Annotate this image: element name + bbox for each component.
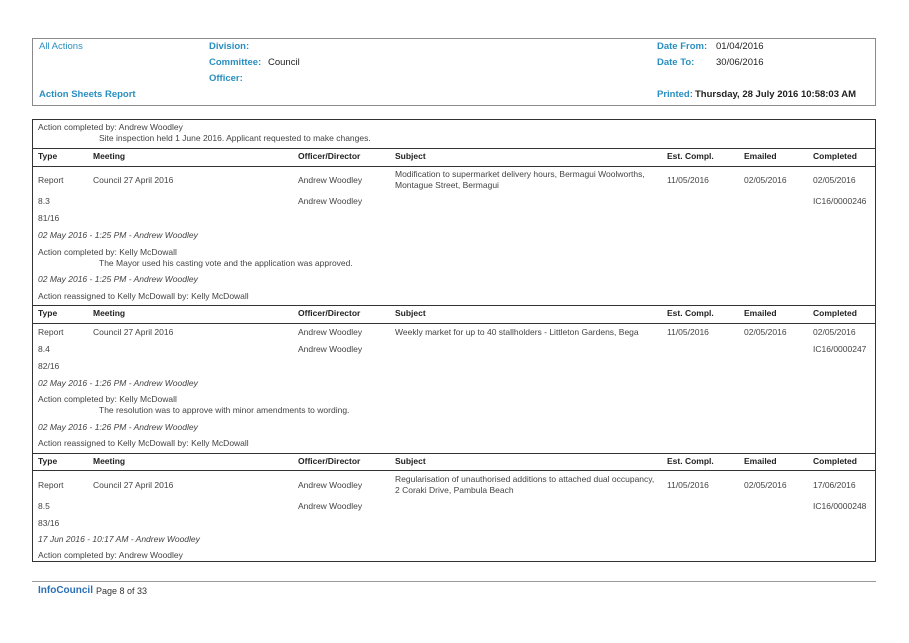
row-completed: 17/06/2016 [813,480,856,490]
col-officer: Officer/Director [298,456,361,466]
col-subject: Subject [395,151,426,161]
row-type: Report [38,480,64,490]
action-note: The Mayor used his casting vote and the application was approved. [99,258,353,268]
actions-table [32,119,876,562]
action-note: The resolution was to approve with minor amendments to wording. [99,405,350,415]
row-est: 11/05/2016 [667,175,709,185]
divider [33,323,875,324]
completed-by: Action completed by: Kelly McDowall [38,247,177,257]
col-subject: Subject [395,308,426,318]
printed-label: Printed: [657,89,693,100]
col-type: Type [38,308,58,318]
all-actions-label: All Actions [39,41,83,52]
row-emailed: 02/05/2016 [744,480,787,490]
date-to-value: 30/06/2016 [716,57,764,68]
row-est: 11/05/2016 [667,327,709,337]
col-subject: Subject [395,456,426,466]
row-subject: Modification to supermarket delivery hours, Bermagui Woolworths, Montague Street, Bermagui [395,169,645,190]
col-completed: Completed [813,151,857,161]
intro-completed-by: Action completed by: Andrew Woodley [38,122,183,132]
row-meeting: Council 27 April 2016 [93,480,174,490]
committee-label: Committee: [209,57,262,68]
officer-label: Officer: [209,73,243,84]
date-from-label: Date From: [657,41,708,52]
divider [33,148,875,149]
page-number: Page 8 of 33 [96,586,148,596]
row-officer2: Andrew Woodley [298,196,363,206]
divider [33,305,875,306]
log-entry: 02 May 2016 - 1:25 PM - Andrew Woodley [38,274,198,284]
row-officer2: Andrew Woodley [298,501,363,511]
row-ref: IC16/0000246 [813,196,867,206]
completed-by: Action completed by: Andrew Woodley [38,550,183,560]
col-officer: Officer/Director [298,308,361,318]
divider [33,166,875,167]
resolution-number: 81/16 [38,213,60,223]
row-officer: Andrew Woodley [298,480,363,490]
resolution-number: 82/16 [38,361,60,371]
intro-note: Site inspection held 1 June 2016. Applicant requested to make changes. [99,133,371,143]
row-completed: 02/05/2016 [813,327,856,337]
row-emailed: 02/05/2016 [744,175,787,185]
row-item-no: 8.4 [38,344,50,354]
committee-value: Council [268,57,300,68]
log-entry: 02 May 2016 - 1:26 PM - Andrew Woodley [38,378,198,388]
row-item-no: 8.3 [38,196,50,206]
row-officer: Andrew Woodley [298,175,363,185]
row-ref: IC16/0000247 [813,344,867,354]
col-emailed: Emailed [744,308,777,318]
col-type: Type [38,456,58,466]
col-completed: Completed [813,308,857,318]
col-est: Est. Compl. [667,456,714,466]
report-title: Action Sheets Report [39,89,136,100]
col-completed: Completed [813,456,857,466]
divider [33,453,875,454]
col-est: Est. Compl. [667,151,714,161]
log-entry: 17 Jun 2016 - 10:17 AM - Andrew Woodley [38,534,200,544]
resolution-number: 83/16 [38,518,60,528]
col-type: Type [38,151,58,161]
row-subject: Regularisation of unauthorised additions to attached dual occupancy, 2 Coraki Drive, Pambula Beach [395,474,655,495]
row-completed: 02/05/2016 [813,175,856,185]
reassigned-note: Action reassigned to Kelly McDowall by: Kelly McDowall [38,291,249,301]
col-est: Est. Compl. [667,308,714,318]
col-emailed: Emailed [744,151,777,161]
log-entry: 02 May 2016 - 1:26 PM - Andrew Woodley [38,422,198,432]
col-meeting: Meeting [93,456,126,466]
col-meeting: Meeting [93,308,126,318]
division-label: Division: [209,41,250,52]
row-item-no: 8.5 [38,501,50,511]
row-meeting: Council 27 April 2016 [93,327,174,337]
footer-brand: InfoCouncil [38,585,93,596]
row-est: 11/05/2016 [667,480,709,490]
report-header [32,38,876,106]
row-emailed: 02/05/2016 [744,327,787,337]
date-to-label: Date To: [657,57,695,68]
row-type: Report [38,175,64,185]
col-emailed: Emailed [744,456,777,466]
row-type: Report [38,327,64,337]
log-entry: 02 May 2016 - 1:25 PM - Andrew Woodley [38,230,198,240]
row-officer2: Andrew Woodley [298,344,363,354]
reassigned-note: Action reassigned to Kelly McDowall by: Kelly McDowall [38,438,249,448]
row-subject: Weekly market for up to 40 stallholders - Littleton Gardens, Bega [395,327,639,337]
printed-value: Thursday, 28 July 2016 10:58:03 AM [695,89,857,100]
row-meeting: Council 27 April 2016 [93,175,174,185]
row-ref: IC16/0000248 [813,501,867,511]
completed-by: Action completed by: Kelly McDowall [38,394,177,404]
col-meeting: Meeting [93,151,126,161]
col-officer: Officer/Director [298,151,361,161]
divider [33,470,875,471]
row-officer: Andrew Woodley [298,327,363,337]
date-from-value: 01/04/2016 [716,41,764,52]
footer-divider [32,581,876,582]
